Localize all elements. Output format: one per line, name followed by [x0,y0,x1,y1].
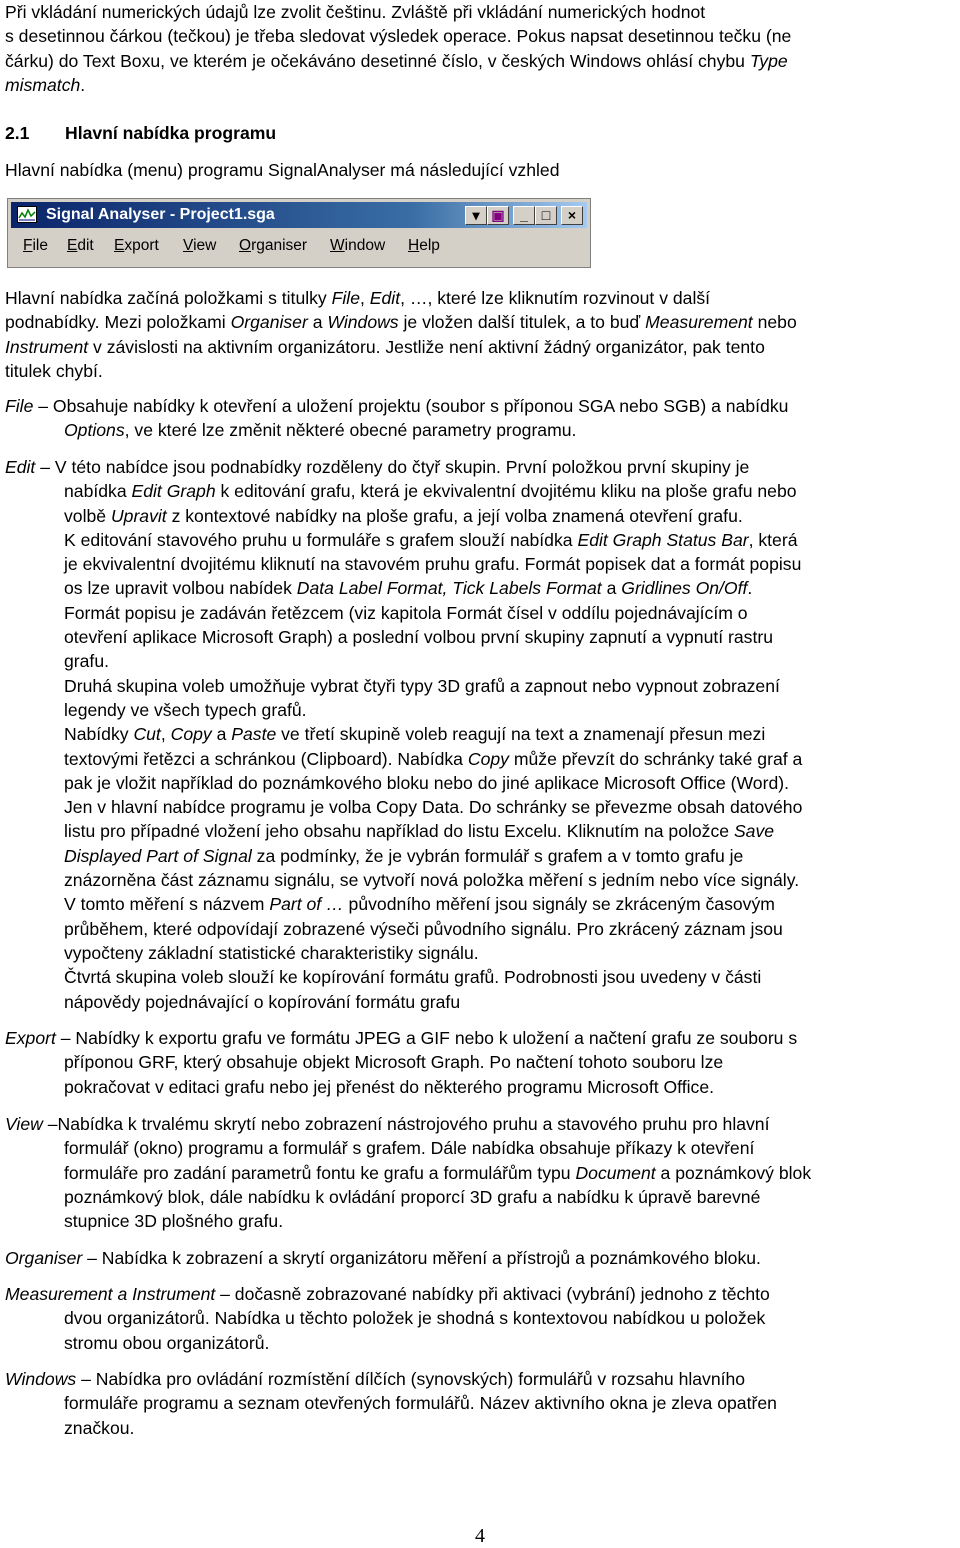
text-line: File – Obsahuje nabídky k otevření a uložení projektu (soubor s příponou SGA nebo SGB) a nabídku [5,396,789,416]
menu-bar [11,232,587,260]
menu-view[interactable]: View [183,237,217,254]
measurement-instrument-entry [5,1282,960,1355]
menu-export[interactable]: Export [114,237,159,254]
windows-menu-entry [5,1367,960,1440]
text-line: Nabídky Cut, Copy a Paste ve třetí skupině voleb reagují na text a znamenají přesun mezi [64,724,766,745]
text-line: Instrument v závislosti na aktivním organizátoru. Jestliže není aktivní žádný organizátor, pak tento [5,336,765,357]
section-number: 2.1 [5,123,30,143]
text-line: titulek chybí. [5,360,103,381]
text-line: Čtvrtá skupina voleb slouží ke kopírování formátu grafů. Podrobnosti jsou uvedeny v části [64,967,762,988]
menu-edit[interactable]: Edit [67,237,94,254]
window-title: Signal Analyser - Project1.sga [46,206,275,223]
text-line: otevření aplikace Microsoft Graph) a poslední volbou první skupiny zapnutí a vypnutí rastru [64,627,774,648]
organiser-menu-entry [5,1246,960,1270]
text-line: Measurement a Instrument – dočasně zobrazované nabídky při aktivaci (vybrání) jednoho z těchto [5,1284,770,1304]
text-line: pokračovat v editaci grafu nebo jej přenést do některého programu Microsoft Office. [64,1076,715,1097]
text-line: K editování stavového pruhu u formuláře s grafem slouží nabídka Edit Graph Status Bar, která [64,529,798,550]
text-line: Options, ve které lze změnit některé obecné parametry programu. [64,420,577,441]
text-line: V tomto měření s názvem Part of … původního měření jsou signály se zkráceným časovým [64,894,775,915]
window-titlebar[interactable] [11,202,587,228]
text-line: formulář (okno) programu a formulář s grafem. Dále nabídka obsahuje příkazy k otevření [64,1138,755,1159]
menu-help[interactable]: Help [408,237,440,254]
text-line: s desetinnou čárkou (tečkou) je třeba sledovat výsledek operace. Pokus napsat desetinnou tečku (ne [5,26,792,47]
menu-file[interactable]: File [23,237,48,254]
text-line: Hlavní nabídka začíná položkami s titulky File, Edit, …, které lze kliknutím rozvinout v další [5,288,711,308]
menu-window[interactable]: Window [330,237,386,254]
text-line: značkou. [64,1417,135,1438]
text-line: formuláře programu a seznam otevřených formulářů. Název aktivního okna je zleva opatřen [64,1393,777,1414]
text-line: Displayed Part of Signal za podmínky, že je vybrán formulář s grafem a v tomto grafu je [64,845,744,866]
text-line: podnabídky. Mezi položkami Organiser a Windows je vložen další titulek, a to buď Measurement nebo [5,312,797,333]
text-line: grafu. [64,651,109,672]
text-line: textovými řetězci a schránkou (Clipboard). Nabídka Copy může převzít do schránky také graf a [64,748,803,769]
text-line: View –Nabídka k trvalému skrytí nebo zobrazení nástrojového pruhu a stavového pruhu pro hlavní [5,1114,770,1134]
text-line: stromu obou organizátorů. [64,1332,270,1353]
section-subtitle: Hlavní nabídka (menu) programu SignalAnalyser má následující vzhled [5,160,560,180]
text-line: vypočteny základní statistické charakteristiky signálu. [64,942,479,963]
view-menu-entry [5,1112,960,1233]
maximize-button[interactable]: □ [535,206,557,225]
text-line: pak je vložit například do poznámkového bloku nebo do jiné aplikace Microsoft Office (Word). [64,772,789,793]
chart-icon[interactable] [17,206,37,223]
text-line: Export – Nabídky k exportu grafu ve formátu JPEG a GIF nebo k uložení a načtení grafu ze souboru s [5,1028,798,1048]
app-window-screenshot [7,198,591,268]
mdi-dropdown-button[interactable]: ▾ [465,206,487,225]
close-button[interactable]: × [561,206,583,225]
section-title: Hlavní nabídka programu [65,123,277,143]
text-line: nápovědy pojednávající o kopírování formátu grafu [64,991,461,1012]
intro-paragraph [5,0,960,97]
text-line: Organiser – Nabídka k zobrazení a skrytí organizátoru měření a přístrojů a poznámkového bloku. [5,1248,761,1268]
section-heading [5,121,276,145]
text-line: mismatch. [5,74,86,95]
text-line: formuláře pro zadání parametrů fontu ke grafu a formulářům typu Document a poznámkový blok [64,1162,812,1183]
text-line: Formát popisu je zadáván řetězcem (viz kapitola Formát čísel v oddílu pojednávajícím o [64,602,748,623]
text-line: Edit – V této nabídce jsou podnabídky rozděleny do čtyř skupin. První položkou první skupiny je [5,457,750,477]
menu-description-paragraph [5,286,960,383]
text-line: Druhá skupina voleb umožňuje vybrat čtyři typy 3D grafů a zapnout nebo vypnout zobrazení [64,675,780,696]
text-line: legendy ve všech typech grafů. [64,699,307,720]
text-line: Při vkládání numerických údajů lze zvolit češtinu. Zvláště při vkládání numerických hodnot [5,2,706,22]
text-line: Windows – Nabídka pro ovládání rozmístění dílčích (synovských) formulářů v rozsahu hlavního [5,1369,746,1389]
text-line: znázorněna část záznamu signálu, se vytvoří nová položka měření s jedním nebo více signály. [64,870,800,891]
export-menu-entry [5,1026,960,1099]
text-line: dvou organizátorů. Nabídka u těchto položek je shodná s kontextovou nabídkou u položek [64,1308,766,1329]
text-line: příponou GRF, který obsahuje objekt Microsoft Graph. Po načtení tohoto souboru lze [64,1052,724,1073]
text-line: nabídka Edit Graph k editování grafu, která je ekvivalentní dvojitému kliku na ploše grafu nebo [64,481,797,502]
edit-menu-entry [5,455,960,1014]
page-number: 4 [475,1525,485,1547]
menu-organiser[interactable]: Organiser [239,237,308,254]
file-menu-entry [5,394,960,443]
text-line: je ekvivalentní dvojitému kliknutí na stavovém pruhu grafu. Formát popisek dat a formát popisu [64,554,802,575]
text-line: Jen v hlavní nabídce programu je volba Copy Data. Do schránky se převezme obsah datového [64,797,803,818]
mdi-tile-button[interactable]: ▣ [487,206,509,225]
text-line: čárku) do Text Boxu, ve kterém je očekáváno desetinné číslo, v českých Windows ohlásí chybu Type [5,50,788,71]
text-line: os lze upravit volbou nabídek Data Label Format, Tick Labels Format a Gridlines On/Off. [64,578,753,599]
text-line: průběhem, které odpovídají zobrazené výseči původního signálu. Pro zkrácený záznam jsou [64,918,783,939]
text-line: poznámkový blok, dále nabídku k ovládání proporcí 3D grafu a nabídku k úpravě barevné [64,1186,761,1207]
text-line: volbě Upravit z kontextové nabídky na ploše grafu, a její volba znamená otevření grafu. [64,505,743,526]
text-line: listu pro případné vložení jeho obsahu například do listu Excelu. Kliknutím na položce Save [64,821,775,842]
text-line: stupnice 3D plošného grafu. [64,1211,284,1232]
minimize-button[interactable]: _ [513,206,535,225]
